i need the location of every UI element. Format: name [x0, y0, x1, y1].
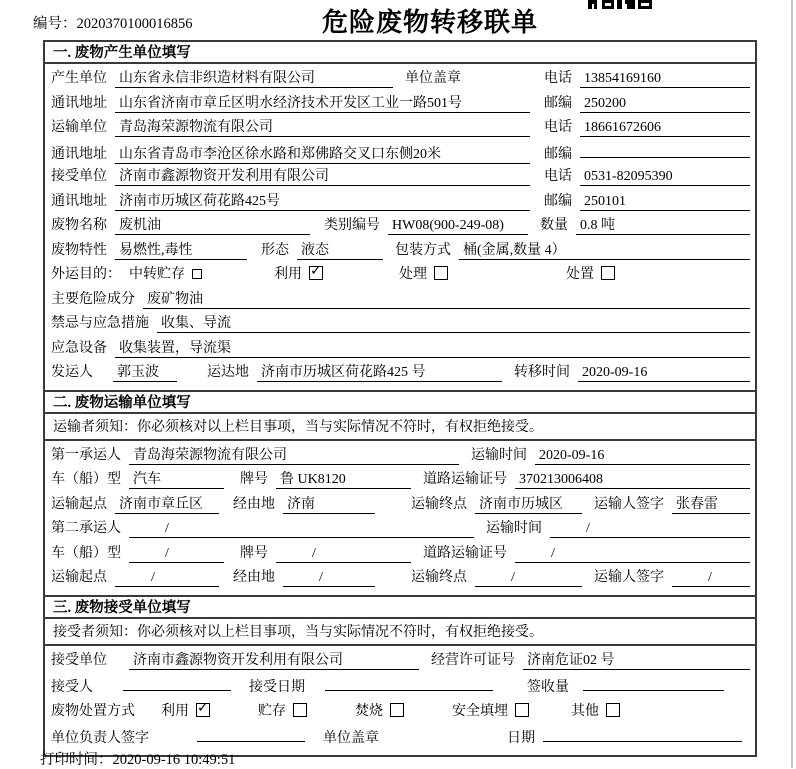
document-header — [0, 0, 796, 40]
accept-unit-row — [51, 649, 750, 675]
producer-zip-value: 250200 — [580, 96, 750, 113]
received-amount-label: 签收量 — [527, 680, 569, 695]
print-time-label: 打印时间： — [40, 752, 113, 768]
checkbox-icon — [434, 266, 448, 280]
waste-name-value: 废机油 — [115, 214, 310, 235]
checkbox-icon — [196, 703, 210, 717]
page-title: 危险废物转移联单 — [321, 8, 538, 37]
accept-date-label: 接受日期 — [249, 680, 305, 695]
vehicle1-row — [51, 468, 750, 493]
end1-label: 运输终点 — [411, 496, 467, 512]
checkbox-icon — [601, 266, 615, 280]
transporter-zip-label: 邮编 — [544, 146, 572, 162]
via2-value: / — [283, 570, 375, 587]
disposal-method-label: 废物处置方式 — [51, 703, 135, 719]
plate1-label: 牌号 — [240, 472, 268, 487]
qr-code-fragment-icon — [588, 0, 652, 10]
accept-date-value — [325, 674, 493, 691]
disposal-option-other — [571, 700, 620, 720]
transporter-address-row — [51, 141, 750, 166]
origin1-label: 运输起点 — [51, 496, 107, 512]
sign1-value: 张春雷 — [672, 493, 750, 514]
plate2-label: 牌号 — [240, 545, 268, 561]
transporter-notice: 运输者须知：你必须核对以上栏目事项，当与实际情况不符时，有权拒绝接受。 — [43, 412, 757, 441]
disposal-option-landfill-label: 安全填埋 — [452, 703, 508, 719]
emergency-measures-label: 禁忌与应急措施 — [51, 316, 149, 331]
producer-zip-label: 邮编 — [544, 95, 572, 111]
receiver-address-label: 通讯地址 — [51, 193, 107, 209]
section3-header: 三. 废物接受单位填写 — [43, 595, 757, 619]
vehicle-type1-label: 车（船）型 — [51, 472, 121, 487]
producer-phone-label: 电话 — [544, 71, 572, 86]
vehicle-type2-value: / — [129, 546, 224, 563]
emergency-equipment-value: 收集装置，导流渠 — [115, 337, 750, 358]
responsible-sign-label: 单位负责人签字 — [51, 731, 149, 746]
permit-label: 经营许可证号 — [431, 652, 515, 668]
scan-page-edge — [791, 0, 793, 768]
origin1-value: 济南市章丘区 — [115, 493, 219, 514]
unit-seal-label: 单位盖章 — [405, 71, 461, 86]
form-value: 液态 — [297, 239, 383, 260]
transporter-unit-value: 青岛海荣源物流有限公司 — [115, 116, 530, 137]
accept-person-row — [51, 674, 750, 700]
purpose-option-dispose — [566, 263, 615, 283]
unit-seal2-label: 单位盖章 — [323, 731, 379, 746]
serial-label: 编号： — [33, 16, 77, 32]
waste-name-row — [51, 214, 750, 239]
producer-phone-value: 13854169160 — [580, 71, 750, 88]
vehicle-type2-label: 车（船）型 — [51, 545, 121, 561]
consignor-row — [51, 361, 750, 386]
destination-value: 济南市历城区荷花路425 号 — [257, 361, 502, 382]
producer-unit-value: 山东省永信非织造材料有限公司 — [115, 67, 393, 88]
producer-unit-label: 产生单位 — [51, 71, 107, 86]
quantity-value: 0.8 吨 — [576, 214, 750, 235]
accept-unit-value: 济南市鑫源物资开发利用有限公司 — [129, 649, 419, 670]
plate2-value: / — [276, 546, 411, 563]
checkbox-icon — [293, 703, 307, 717]
transport-time2-label: 运输时间 — [486, 521, 542, 536]
transport-time2-value: / — [550, 521, 750, 538]
purpose-option-utilize-label: 利用 — [274, 267, 302, 282]
first-carrier-row — [51, 444, 750, 469]
disposal-option-incinerate-label: 焚烧 — [355, 703, 383, 719]
via2-label: 经由地 — [233, 570, 275, 585]
seal-date-label: 日期 — [507, 731, 535, 746]
emergency-equipment-label: 应急设备 — [51, 340, 107, 356]
emergency-measures-row — [51, 312, 750, 337]
consignor-value: 郭玉波 — [113, 361, 177, 382]
print-time — [40, 748, 235, 769]
emergency-equipment-row — [51, 337, 750, 362]
disposal-option-landfill — [452, 700, 529, 720]
transfer-purpose-row — [51, 263, 750, 288]
transport-time1-label: 运输时间 — [471, 447, 527, 463]
disposal-option-utilize — [161, 700, 210, 720]
section1-content — [43, 62, 757, 392]
producer-address-label: 通讯地址 — [51, 95, 107, 111]
first-carrier-value: 青岛海荣源物流有限公司 — [129, 444, 459, 465]
purpose-option-storage — [129, 263, 202, 283]
transporter-address-value: 山东省青岛市李沧区徐水路和郑佛路交叉口东侧20米 — [115, 143, 530, 164]
transport-time1-value: 2020-09-16 — [535, 448, 750, 465]
hazard-component-label: 主要危险成分 — [51, 291, 135, 307]
vehicle2-row — [51, 542, 750, 567]
waste-name-label: 废物名称 — [51, 218, 107, 233]
checkbox-icon — [606, 703, 620, 717]
second-carrier-value: / — [129, 521, 474, 538]
transporter-address-label: 通讯地址 — [51, 146, 107, 162]
road-permit1-value: 370213006408 — [515, 472, 750, 489]
waste-character-label: 废物特性 — [51, 242, 107, 258]
purpose-option-storage-label: 中转贮存 — [129, 267, 185, 282]
purpose-option-treat-label: 处理 — [399, 267, 427, 282]
disposal-option-incinerate — [355, 700, 404, 720]
transfer-time-value: 2020-09-16 — [578, 365, 750, 382]
receiver-phone-label: 电话 — [544, 169, 572, 184]
received-amount-value — [583, 674, 724, 691]
sign2-value: / — [672, 570, 750, 587]
via1-label: 经由地 — [233, 496, 275, 512]
emergency-measures-value: 收集、导流 — [157, 312, 750, 333]
receiver-address-value: 济南市历城区荷花路425号 — [115, 190, 530, 211]
second-carrier-row — [51, 517, 750, 542]
section1-header: 一. 废物产生单位填写 — [43, 40, 757, 64]
purpose-option-dispose-label: 处置 — [566, 267, 594, 282]
category-code-label: 类别编号 — [324, 218, 380, 233]
vehicle-type1-value: 汽车 — [129, 468, 224, 489]
transporter-unit-row — [51, 116, 750, 141]
checkbox-icon — [390, 703, 404, 717]
destination-label: 运达地 — [207, 365, 249, 380]
origin2-label: 运输起点 — [51, 570, 107, 585]
producer-unit-row — [51, 67, 750, 92]
print-time-value: 2020-09-16 10:49:51 — [112, 752, 236, 768]
receiver-zip-label: 邮编 — [544, 193, 572, 209]
checkbox-icon — [309, 266, 323, 280]
accept-unit-label: 接受单位 — [51, 652, 107, 668]
checkbox-icon — [192, 269, 202, 279]
accept-person-value — [123, 674, 231, 691]
accept-person-label: 接受人 — [51, 680, 93, 695]
manifest-form — [43, 40, 757, 757]
disposal-option-store — [258, 700, 307, 720]
purpose-option-utilize — [274, 263, 323, 283]
receiver-address-row — [51, 190, 750, 215]
receiver-unit-label: 接受单位 — [51, 169, 107, 184]
receiver-unit-row — [51, 165, 750, 190]
receiver-zip-value: 250101 — [580, 194, 750, 211]
packing-label: 包装方式 — [395, 242, 451, 258]
sign2-label: 运输人签字 — [594, 570, 664, 585]
via1-value: 济南 — [283, 493, 375, 514]
disposal-option-other-label: 其他 — [571, 703, 599, 719]
disposal-option-store-label: 贮存 — [258, 703, 286, 719]
transporter-zip-value — [580, 141, 750, 158]
consignor-label: 发运人 — [51, 365, 93, 380]
packing-value: 桶(金属,数量 4） — [459, 239, 750, 260]
receiver-unit-value: 济南市鑫源物资开发利用有限公司 — [115, 165, 530, 186]
purpose-option-treat — [399, 263, 448, 283]
seal-date-value — [543, 725, 742, 742]
waste-character-row — [51, 239, 750, 264]
transporter-phone-value: 18661672606 — [580, 120, 750, 137]
section2-header: 二. 废物运输单位填写 — [43, 390, 757, 414]
section3-content — [43, 644, 757, 757]
section2-content — [43, 439, 757, 597]
category-code-value: HW08(900-249-08) — [388, 218, 528, 235]
waste-character-value: 易燃性,毒性 — [115, 239, 247, 260]
responsible-sign-row — [51, 725, 750, 751]
transporter-unit-label: 运输单位 — [51, 120, 107, 135]
plate1-value: 鲁 UK8120 — [276, 468, 411, 489]
hazard-component-value: 废矿物油 — [143, 288, 750, 309]
first-carrier-label: 第一承运人 — [51, 447, 121, 463]
road-permit2-value: / — [515, 546, 750, 563]
route1-row — [51, 493, 750, 518]
receiver-phone-value: 0531-82095390 — [580, 169, 750, 186]
serial-value: 2020370100016856 — [76, 16, 193, 32]
disposal-option-utilize-label: 利用 — [161, 703, 189, 719]
receiver-notice: 接受者须知：你必须核对以上栏目事项，当与实际情况不符时，有权拒绝接受。 — [43, 617, 757, 646]
transfer-purpose-label: 外运目的： — [51, 267, 121, 282]
producer-address-value: 山东省济南市章丘区明水经济技术开发区工业一路501号 — [115, 92, 530, 113]
road-permit1-label: 道路运输证号 — [423, 472, 507, 487]
checkbox-icon — [515, 703, 529, 717]
hazard-component-row — [51, 288, 750, 313]
transfer-time-label: 转移时间 — [514, 365, 570, 380]
sign1-label: 运输人签字 — [594, 496, 664, 512]
origin2-value: / — [115, 570, 219, 587]
route2-row — [51, 566, 750, 591]
end2-value: / — [475, 570, 582, 587]
producer-address-row — [51, 92, 750, 117]
end2-label: 运输终点 — [411, 570, 467, 585]
permit-value: 济南危证02 号 — [523, 649, 750, 670]
road-permit2-label: 道路运输证号 — [423, 545, 507, 561]
transporter-phone-label: 电话 — [544, 120, 572, 135]
second-carrier-label: 第二承运人 — [51, 521, 121, 536]
quantity-label: 数量 — [540, 218, 568, 233]
responsible-sign-value — [197, 725, 305, 742]
disposal-method-row — [51, 700, 750, 726]
form-label: 形态 — [261, 242, 289, 258]
end1-value: 济南市历城区 — [475, 493, 582, 514]
